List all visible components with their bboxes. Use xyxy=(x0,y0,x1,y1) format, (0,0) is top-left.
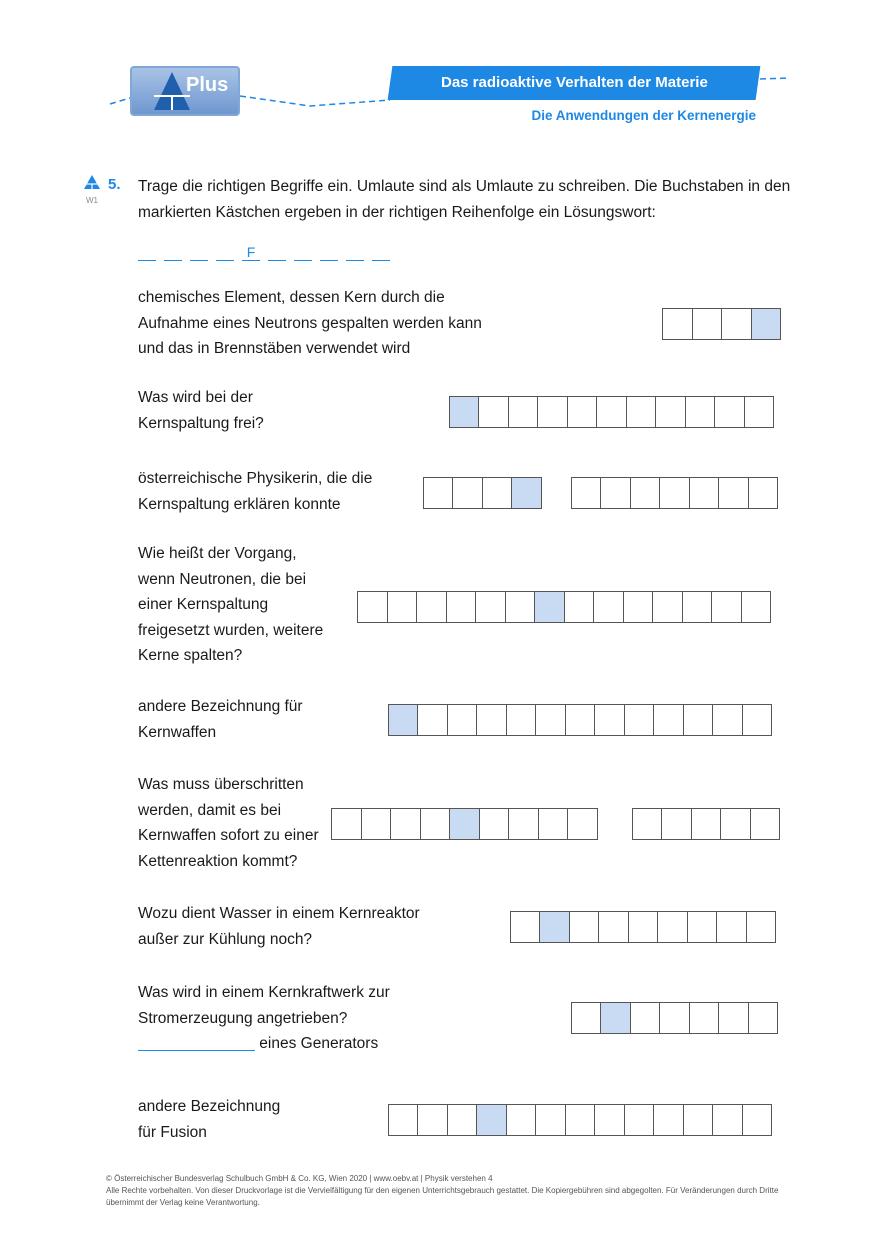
letter-box[interactable] xyxy=(447,704,478,736)
letter-box[interactable] xyxy=(564,591,595,623)
letter-box[interactable] xyxy=(742,704,773,736)
marked-letter-box[interactable] xyxy=(534,591,565,623)
letter-box[interactable] xyxy=(662,308,693,340)
marked-letter-box[interactable] xyxy=(449,808,480,840)
solution-slot[interactable] xyxy=(190,244,208,261)
letter-box[interactable] xyxy=(535,704,566,736)
logo-text: Plus xyxy=(186,74,229,96)
letter-box[interactable] xyxy=(653,704,684,736)
solution-slot[interactable] xyxy=(216,244,234,261)
letter-box[interactable] xyxy=(417,704,448,736)
letter-box[interactable] xyxy=(535,1104,566,1136)
letter-box[interactable] xyxy=(506,704,537,736)
answer-suffix: eines Generators xyxy=(255,1035,379,1052)
letter-box[interactable] xyxy=(537,396,568,428)
letter-box[interactable] xyxy=(712,704,743,736)
section-subtitle: Die Anwendungen der Kernenergie xyxy=(531,108,756,123)
marked-letter-box[interactable] xyxy=(751,308,782,340)
question-label: Was wird in einem Kernkraftwerk zur Stromerzeugung angetrieben? xyxy=(138,984,390,1027)
answer-box-group xyxy=(632,808,781,840)
solution-slot[interactable] xyxy=(268,244,286,261)
marked-letter-box[interactable] xyxy=(476,1104,507,1136)
letter-box[interactable] xyxy=(357,591,388,623)
solution-slot[interactable]: F xyxy=(242,244,260,261)
copyright-footer xyxy=(106,1173,786,1209)
letter-box[interactable] xyxy=(683,704,714,736)
level-triangle-icon xyxy=(83,174,101,190)
answer-box-group xyxy=(449,396,775,428)
question-text xyxy=(138,694,318,745)
letter-box[interactable] xyxy=(508,808,539,840)
solution-slot[interactable] xyxy=(372,244,390,261)
question-text xyxy=(138,901,458,952)
answer-box-group xyxy=(331,808,598,840)
question-text xyxy=(138,772,328,874)
question-label: Was muss überschritten werden, damit es bei Kernwaffen sofort zu einer Kettenreaktion kommt? xyxy=(138,776,319,870)
question-label: chemisches Element, dessen Kern durch die Aufnahme eines Neutrons gespalten werden kann und das in Brennstäben verwendet wird xyxy=(138,289,482,357)
answer-box-group xyxy=(571,1002,779,1034)
letter-box[interactable] xyxy=(593,591,624,623)
letter-box[interactable] xyxy=(720,808,751,840)
letter-box[interactable] xyxy=(388,1104,419,1136)
letter-box[interactable] xyxy=(655,396,686,428)
letter-box[interactable] xyxy=(632,808,663,840)
letter-box[interactable] xyxy=(506,1104,537,1136)
task-number: 5. xyxy=(108,176,121,193)
letter-box[interactable] xyxy=(600,477,631,509)
letter-box[interactable] xyxy=(746,911,777,943)
chapter-title: Das radioaktive Verhalten der Materie xyxy=(388,66,761,100)
question-label: österreichische Physikerin, die die Kernspaltung erklären konnte xyxy=(138,470,373,513)
answer-box-group xyxy=(423,477,542,509)
letter-box[interactable] xyxy=(446,591,477,623)
letter-box[interactable] xyxy=(626,396,657,428)
letter-box[interactable] xyxy=(718,1002,749,1034)
letter-box[interactable] xyxy=(478,396,509,428)
marked-letter-box[interactable] xyxy=(388,704,419,736)
letter-box[interactable] xyxy=(661,808,692,840)
answer-box-group xyxy=(571,477,779,509)
letter-box[interactable] xyxy=(742,1104,773,1136)
answer-box-group xyxy=(388,1104,773,1136)
letter-box[interactable] xyxy=(423,477,454,509)
question-label: Was wird bei der Kernspaltung frei? xyxy=(138,389,264,432)
letter-box[interactable] xyxy=(659,477,690,509)
letter-box[interactable] xyxy=(659,1002,690,1034)
letter-box[interactable] xyxy=(476,704,507,736)
marked-letter-box[interactable] xyxy=(600,1002,631,1034)
answer-box-group xyxy=(662,308,781,340)
letter-box[interactable] xyxy=(331,808,362,840)
letter-box[interactable] xyxy=(390,808,421,840)
letter-box[interactable] xyxy=(596,396,627,428)
solution-slot[interactable] xyxy=(294,244,312,261)
letter-box[interactable] xyxy=(594,704,625,736)
question-text xyxy=(138,541,328,669)
letter-box[interactable] xyxy=(571,477,602,509)
letter-box[interactable] xyxy=(653,1104,684,1136)
marked-letter-box[interactable] xyxy=(449,396,480,428)
task-level: W1 xyxy=(86,196,98,205)
letter-box[interactable] xyxy=(712,1104,743,1136)
letter-box[interactable] xyxy=(482,477,513,509)
letter-box[interactable] xyxy=(657,911,688,943)
question-label: Wie heißt der Vorgang, wenn Neutronen, die bei einer Kernspaltung freigesetzt wurden, weitere Kerne spalten? xyxy=(138,545,324,664)
letter-box[interactable] xyxy=(479,808,510,840)
letter-box[interactable] xyxy=(748,1002,779,1034)
letter-box[interactable] xyxy=(505,591,536,623)
question-text xyxy=(138,385,318,436)
letter-box[interactable] xyxy=(630,1002,661,1034)
letter-box[interactable] xyxy=(691,808,722,840)
letter-box[interactable] xyxy=(630,477,661,509)
question-text xyxy=(138,980,428,1057)
letter-box[interactable] xyxy=(748,477,779,509)
letter-box[interactable] xyxy=(475,591,506,623)
letter-box[interactable] xyxy=(361,808,392,840)
letter-box[interactable] xyxy=(652,591,683,623)
answer-box-group xyxy=(388,704,773,736)
letter-box[interactable] xyxy=(714,396,745,428)
letter-box[interactable] xyxy=(624,1104,655,1136)
letter-box[interactable] xyxy=(447,1104,478,1136)
letter-box[interactable] xyxy=(416,591,447,623)
letter-box[interactable] xyxy=(567,808,598,840)
question-text xyxy=(138,466,388,517)
marked-letter-box[interactable] xyxy=(511,477,542,509)
letter-box[interactable] xyxy=(565,704,596,736)
solution-slot[interactable] xyxy=(164,244,182,261)
letter-box[interactable] xyxy=(628,911,659,943)
letter-box[interactable] xyxy=(750,808,781,840)
letter-box[interactable] xyxy=(716,911,747,943)
letter-box[interactable] xyxy=(682,591,713,623)
letter-box[interactable] xyxy=(417,1104,448,1136)
solution-slot[interactable] xyxy=(138,244,156,261)
letter-box[interactable] xyxy=(598,911,629,943)
question-label: andere Bezeichnung für Kernwaffen xyxy=(138,698,303,741)
letter-box[interactable] xyxy=(741,591,772,623)
solution-slot[interactable] xyxy=(320,244,338,261)
letter-box[interactable] xyxy=(718,477,749,509)
letter-box[interactable] xyxy=(569,911,600,943)
letter-box[interactable] xyxy=(508,396,539,428)
letter-box[interactable] xyxy=(711,591,742,623)
footer-line-2: Alle Rechte vorbehalten. Von dieser Druckvorlage ist die Vervielfältigung für den eigenen Unterrichtsgebrauch gestattet. Die Kopiergebühren sind abgegolten. Für Veränderungen durch Dritte übernimmt der Verlag keine Verantwortung. xyxy=(106,1186,779,1207)
letter-box[interactable] xyxy=(623,591,654,623)
letter-box[interactable] xyxy=(420,808,451,840)
letter-box[interactable] xyxy=(689,477,720,509)
letter-box[interactable] xyxy=(624,704,655,736)
question-text xyxy=(138,285,508,362)
letter-box[interactable] xyxy=(387,591,418,623)
answer-blank[interactable] xyxy=(138,1032,255,1051)
answer-box-group xyxy=(510,911,777,943)
solution-slot[interactable] xyxy=(346,244,364,261)
letter-box[interactable] xyxy=(689,1002,720,1034)
question-label: andere Bezeichnung für Fusion xyxy=(138,1098,281,1141)
letter-box[interactable] xyxy=(721,308,752,340)
letter-box[interactable] xyxy=(571,1002,602,1034)
letter-box[interactable] xyxy=(744,396,775,428)
letter-box[interactable] xyxy=(565,1104,596,1136)
letter-box[interactable] xyxy=(692,308,723,340)
letter-box[interactable] xyxy=(687,911,718,943)
task-instruction: Trage die richtigen Begriffe ein. Umlaute sind als Umlaute zu schreiben. Die Buchstaben in den markierten Kästchen ergeben in der richtigen Reihenfolge ein Lösungswort: xyxy=(138,178,791,221)
letter-box[interactable] xyxy=(685,396,716,428)
answer-box-group xyxy=(357,591,771,623)
letter-box[interactable] xyxy=(567,396,598,428)
letter-box[interactable] xyxy=(594,1104,625,1136)
letter-box[interactable] xyxy=(538,808,569,840)
letter-box[interactable] xyxy=(510,911,541,943)
question-label: Wozu dient Wasser in einem Kernreaktor außer zur Kühlung noch? xyxy=(138,905,420,948)
marked-letter-box[interactable] xyxy=(539,911,570,943)
letter-box[interactable] xyxy=(683,1104,714,1136)
question-text xyxy=(138,1094,298,1145)
footer-line-1: © Österreichischer Bundesverlag Schulbuch GmbH & Co. KG, Wien 2020 | www.oebv.at | Physik verstehen 4 xyxy=(106,1174,493,1183)
letter-box[interactable] xyxy=(452,477,483,509)
